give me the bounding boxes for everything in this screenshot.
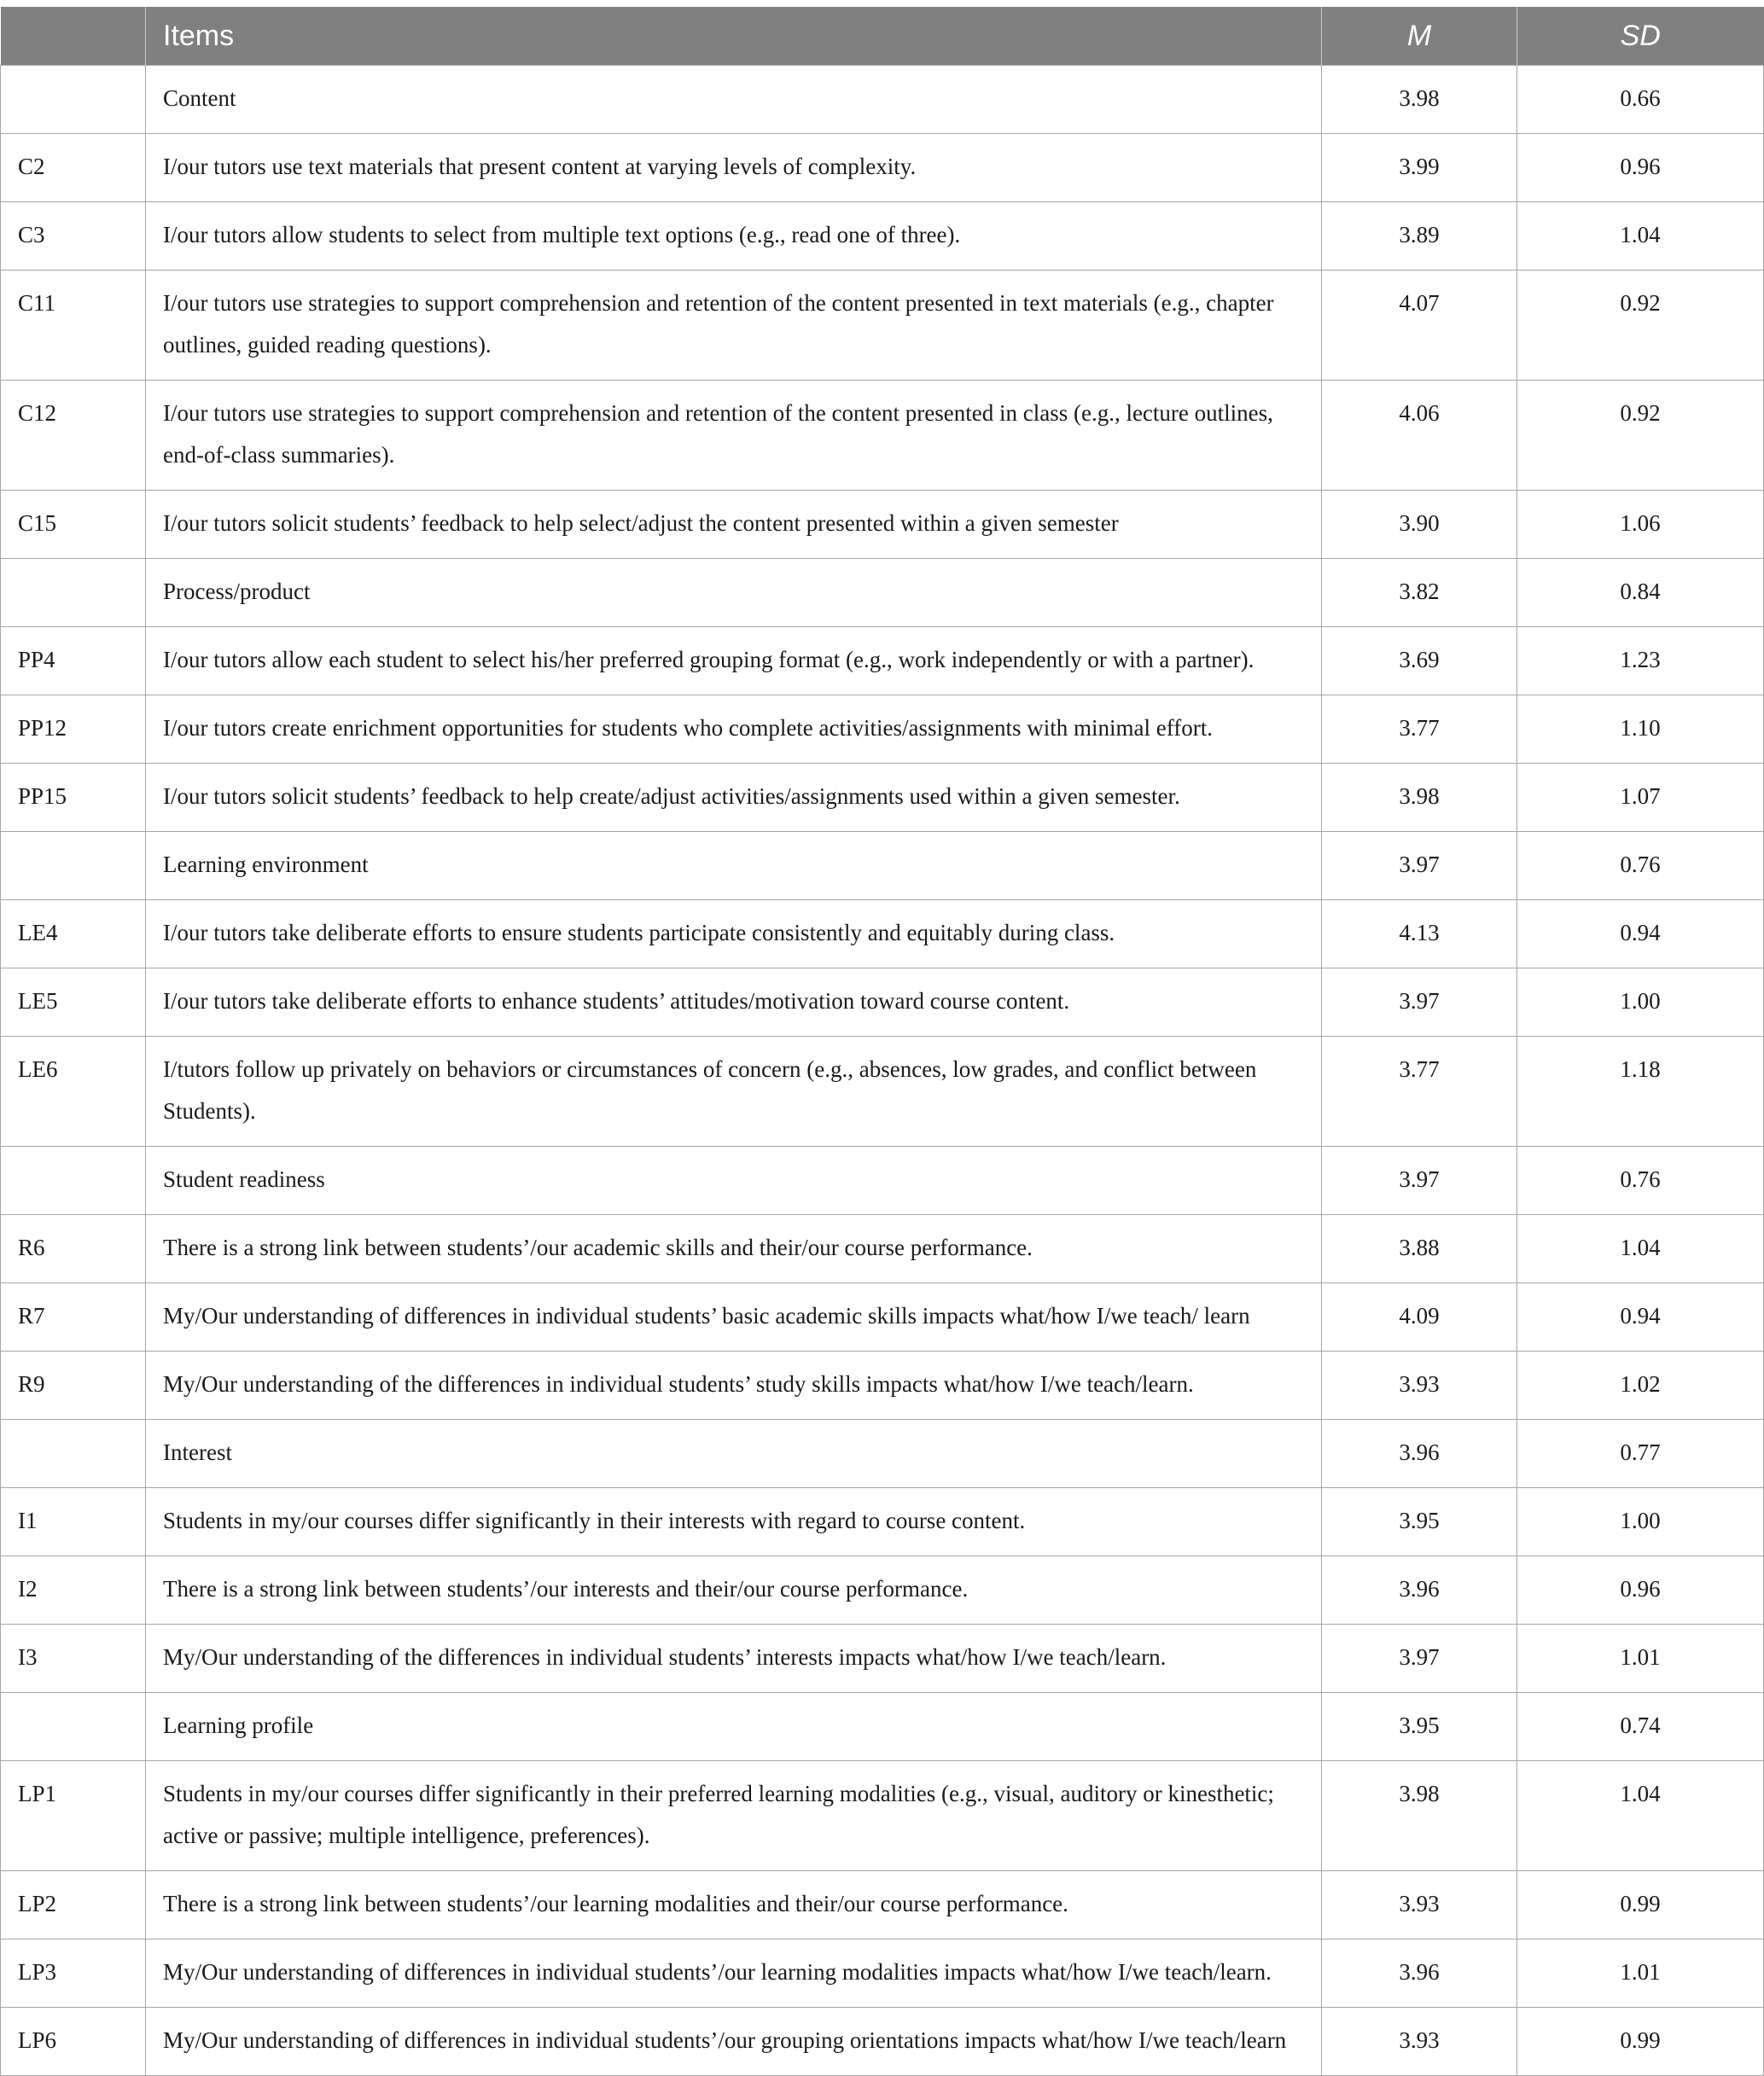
item-text-cell: Process/product	[146, 559, 1322, 627]
mean-cell: 4.09	[1322, 1283, 1517, 1352]
mean-cell: 3.97	[1322, 1625, 1517, 1693]
sd-cell: 0.76	[1517, 832, 1764, 900]
mean-cell: 3.90	[1322, 491, 1517, 559]
category-row	[1, 1147, 1764, 1215]
sd-cell: 0.76	[1517, 1147, 1764, 1215]
table-row	[1, 1871, 1764, 1939]
table-row	[1, 1283, 1764, 1352]
mean-cell: 3.98	[1322, 66, 1517, 134]
table-row	[1, 381, 1764, 491]
sd-cell: 0.94	[1517, 1283, 1764, 1352]
mean-cell: 3.88	[1322, 1215, 1517, 1283]
mean-cell: 3.77	[1322, 695, 1517, 764]
item-code-cell: C3	[1, 202, 146, 270]
item-code-cell	[1, 832, 146, 900]
mean-cell: 3.95	[1322, 1693, 1517, 1761]
item-text-cell: Content	[146, 66, 1322, 134]
item-text-cell: My/Our understanding of differences in individual students’/our grouping orientations impacts what/how I/we teach/learn	[146, 2008, 1322, 2076]
table-row	[1, 1215, 1764, 1283]
item-code-cell: LP1	[1, 1761, 146, 1871]
item-text-cell: I/our tutors take deliberate efforts to enhance students’ attitudes/motivation toward course content.	[146, 968, 1322, 1037]
item-text-cell: I/our tutors take deliberate efforts to ensure students participate consistently and equitably during class.	[146, 900, 1322, 968]
item-code-cell: PP15	[1, 764, 146, 832]
table-row	[1, 695, 1764, 764]
mean-cell: 3.96	[1322, 1556, 1517, 1625]
item-code-cell: LE6	[1, 1037, 146, 1147]
item-code-cell: I2	[1, 1556, 146, 1625]
sd-cell: 1.04	[1517, 202, 1764, 270]
mean-cell: 3.93	[1322, 1871, 1517, 1939]
item-code-cell	[1, 1147, 146, 1215]
item-code-cell: LE5	[1, 968, 146, 1037]
header-sd: SD	[1517, 7, 1764, 66]
item-code-cell	[1, 1420, 146, 1488]
item-text-cell: My/Our understanding of differences in individual students’ basic academic skills impacts what/how I/we teach/ learn	[146, 1283, 1322, 1352]
table-row	[1, 627, 1764, 695]
item-text-cell: Students in my/our courses differ significantly in their preferred learning modalities (e.g., visual, auditory or kinesthetic; active or passive; multiple intelligence, preferences).	[146, 1761, 1322, 1871]
table-row	[1, 900, 1764, 968]
table-row	[1, 134, 1764, 202]
item-text-cell: I/our tutors solicit students’ feedback to help create/adjust activities/assignments used within a given semester.	[146, 764, 1322, 832]
mean-cell: 3.97	[1322, 832, 1517, 900]
table-body	[1, 66, 1764, 2076]
category-row	[1, 66, 1764, 134]
item-text-cell: Learning profile	[146, 1693, 1322, 1761]
mean-cell: 4.06	[1322, 381, 1517, 491]
mean-cell: 3.97	[1322, 968, 1517, 1037]
category-row	[1, 1693, 1764, 1761]
item-text-cell: I/our tutors use strategies to support comprehension and retention of the content presented in class (e.g., lecture outlines, end-of-class summaries).	[146, 381, 1322, 491]
item-code-cell: I1	[1, 1488, 146, 1556]
sd-cell: 1.01	[1517, 1939, 1764, 2008]
mean-cell: 3.99	[1322, 134, 1517, 202]
mean-cell: 3.93	[1322, 1352, 1517, 1420]
item-code-cell: PP4	[1, 627, 146, 695]
table-row	[1, 491, 1764, 559]
sd-cell: 0.92	[1517, 381, 1764, 491]
table-row	[1, 2008, 1764, 2076]
header-mean: M	[1322, 7, 1517, 66]
mean-cell: 3.98	[1322, 1761, 1517, 1871]
table-row	[1, 1556, 1764, 1625]
mean-cell: 3.89	[1322, 202, 1517, 270]
mean-cell: 3.96	[1322, 1420, 1517, 1488]
item-code-cell: PP12	[1, 695, 146, 764]
item-code-cell: R7	[1, 1283, 146, 1352]
mean-cell: 3.82	[1322, 559, 1517, 627]
item-code-cell: C2	[1, 134, 146, 202]
item-text-cell: My/Our understanding of the differences in individual students’ interests impacts what/how I/we teach/learn.	[146, 1625, 1322, 1693]
mean-cell: 3.93	[1322, 2008, 1517, 2076]
category-row	[1, 832, 1764, 900]
table-row	[1, 202, 1764, 270]
category-row	[1, 559, 1764, 627]
sd-cell: 1.18	[1517, 1037, 1764, 1147]
item-text-cell: Student readiness	[146, 1147, 1322, 1215]
header-items: Items	[146, 7, 1322, 66]
item-text-cell: I/our tutors allow students to select from multiple text options (e.g., read one of three).	[146, 202, 1322, 270]
item-code-cell: C12	[1, 381, 146, 491]
items-table	[0, 7, 1764, 2076]
mean-cell: 3.95	[1322, 1488, 1517, 1556]
item-text-cell: I/our tutors allow each student to select his/her preferred grouping format (e.g., work independently or with a partner).	[146, 627, 1322, 695]
item-code-cell: C11	[1, 270, 146, 381]
sd-cell: 0.84	[1517, 559, 1764, 627]
item-text-cell: I/our tutors use strategies to support comprehension and retention of the content presented in text materials (e.g., chapter outlines, guided reading questions).	[146, 270, 1322, 381]
mean-cell: 3.96	[1322, 1939, 1517, 2008]
item-code-cell: LP6	[1, 2008, 146, 2076]
item-code-cell	[1, 559, 146, 627]
item-code-cell: LE4	[1, 900, 146, 968]
sd-cell: 0.99	[1517, 2008, 1764, 2076]
sd-cell: 0.96	[1517, 134, 1764, 202]
item-text-cell: There is a strong link between students’/our interests and their/our course performance.	[146, 1556, 1322, 1625]
sd-cell: 0.66	[1517, 66, 1764, 134]
mean-cell: 4.07	[1322, 270, 1517, 381]
table-row	[1, 1488, 1764, 1556]
item-code-cell	[1, 1693, 146, 1761]
table-row	[1, 764, 1764, 832]
sd-cell: 1.04	[1517, 1761, 1764, 1871]
table-row	[1, 270, 1764, 381]
item-code-cell: C15	[1, 491, 146, 559]
item-text-cell: Interest	[146, 1420, 1322, 1488]
item-text-cell: Students in my/our courses differ significantly in their interests with regard to course content.	[146, 1488, 1322, 1556]
item-code-cell: LP2	[1, 1871, 146, 1939]
sd-cell: 1.00	[1517, 1488, 1764, 1556]
sd-cell: 1.10	[1517, 695, 1764, 764]
sd-cell: 1.01	[1517, 1625, 1764, 1693]
item-text-cell: I/our tutors solicit students’ feedback to help select/adjust the content presented within a given semester	[146, 491, 1322, 559]
sd-cell: 1.02	[1517, 1352, 1764, 1420]
table-row	[1, 1625, 1764, 1693]
item-code-cell	[1, 66, 146, 134]
category-row	[1, 1420, 1764, 1488]
table-row	[1, 1761, 1764, 1871]
table-header-row	[1, 7, 1764, 66]
sd-cell: 1.04	[1517, 1215, 1764, 1283]
sd-cell: 0.92	[1517, 270, 1764, 381]
sd-cell: 0.74	[1517, 1693, 1764, 1761]
item-text-cell: Learning environment	[146, 832, 1322, 900]
sd-cell: 1.00	[1517, 968, 1764, 1037]
item-text-cell: My/Our understanding of the differences in individual students’ study skills impacts what/how I/we teach/learn.	[146, 1352, 1322, 1420]
sd-cell: 0.94	[1517, 900, 1764, 968]
item-code-cell: R6	[1, 1215, 146, 1283]
sd-cell: 0.96	[1517, 1556, 1764, 1625]
mean-cell: 3.97	[1322, 1147, 1517, 1215]
item-text-cell: My/Our understanding of differences in individual students’/our learning modalities impacts what/how I/we teach/learn.	[146, 1939, 1322, 2008]
sd-cell: 1.06	[1517, 491, 1764, 559]
item-code-cell: LP3	[1, 1939, 146, 2008]
mean-cell: 4.13	[1322, 900, 1517, 968]
sd-cell: 1.07	[1517, 764, 1764, 832]
mean-cell: 3.98	[1322, 764, 1517, 832]
mean-cell: 3.69	[1322, 627, 1517, 695]
item-code-cell: I3	[1, 1625, 146, 1693]
sd-cell: 0.77	[1517, 1420, 1764, 1488]
table-row	[1, 1352, 1764, 1420]
item-text-cell: There is a strong link between students’/our learning modalities and their/our course performance.	[146, 1871, 1322, 1939]
header-code	[1, 7, 146, 66]
item-text-cell: I/tutors follow up privately on behaviors or circumstances of concern (e.g., absences, low grades, and conflict between Students).	[146, 1037, 1322, 1147]
item-text-cell: I/our tutors create enrichment opportunities for students who complete activities/assignments with minimal effort.	[146, 695, 1322, 764]
sd-cell: 1.23	[1517, 627, 1764, 695]
mean-cell: 3.77	[1322, 1037, 1517, 1147]
table-row	[1, 968, 1764, 1037]
item-text-cell: I/our tutors use text materials that present content at varying levels of complexity.	[146, 134, 1322, 202]
sd-cell: 0.99	[1517, 1871, 1764, 1939]
table-row	[1, 1037, 1764, 1147]
table-row	[1, 1939, 1764, 2008]
item-text-cell: There is a strong link between students’/our academic skills and their/our course performance.	[146, 1215, 1322, 1283]
item-code-cell: R9	[1, 1352, 146, 1420]
